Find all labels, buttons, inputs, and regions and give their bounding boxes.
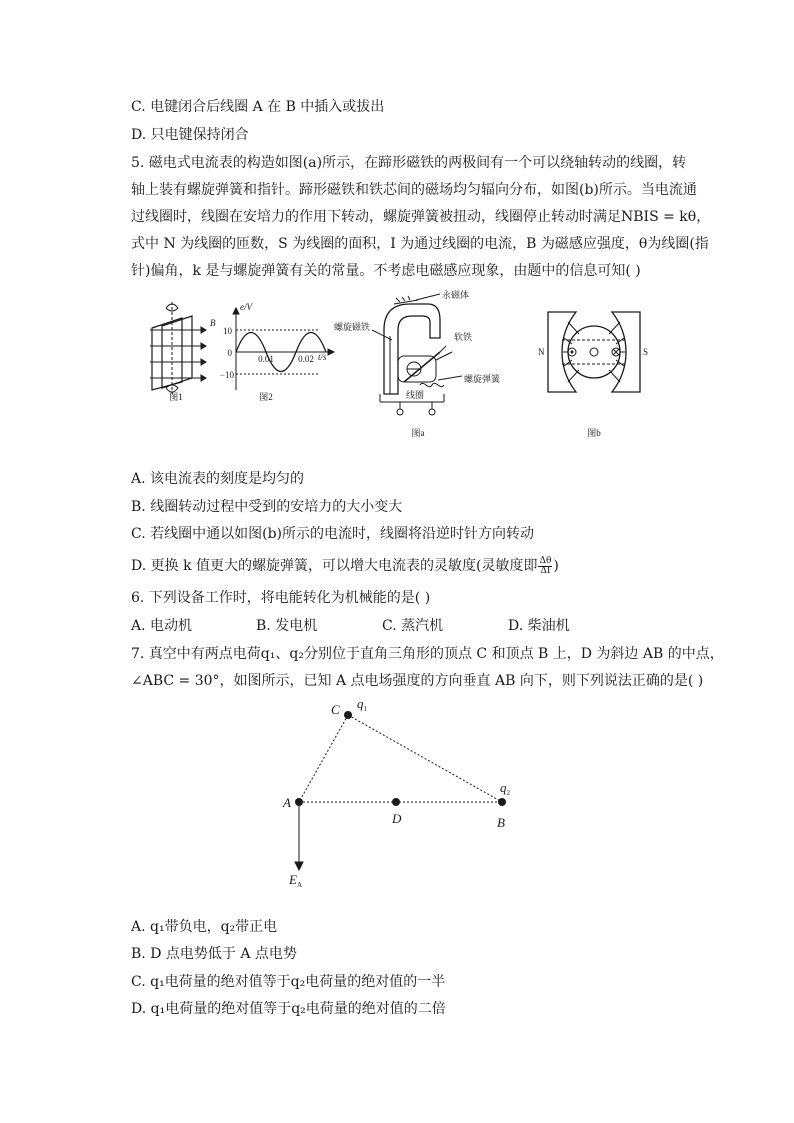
q5-option-d bbox=[131, 556, 559, 576]
EA-label bbox=[288, 872, 302, 889]
figa-permanent-magnet-label: 永磁体 bbox=[442, 290, 470, 300]
sensitivity-fraction bbox=[538, 557, 552, 576]
q7-option-a: A. q₁带负电，q₂带正电 bbox=[131, 919, 278, 935]
q5-option-c: C. 若线圈中通以如图(b)所示的电流时，线圈将沿逆时针方向转动 bbox=[131, 526, 534, 542]
q4-option-d: D. 只电键保持闭合 bbox=[131, 127, 249, 143]
figa-caption: 图a bbox=[411, 428, 425, 438]
fig1-B-label: B bbox=[210, 318, 216, 328]
q5-stem-line-4: 式中 N 为线圈的匝数，S 为线圈的面积，I 为通过线圈的电流，B 为磁感应强度，θ为线圈(指 bbox=[131, 236, 709, 252]
figb-radial-field bbox=[548, 312, 640, 392]
q2-subscript: 2 bbox=[506, 789, 510, 797]
EA-subscript: A bbox=[296, 881, 303, 889]
fig2-caption: 图2 bbox=[259, 392, 273, 402]
q6-option-a: A. 电动机 bbox=[131, 618, 193, 634]
figa-spiral-spring-label: 螺旋弹簧 bbox=[464, 374, 501, 384]
q4-option-c: C. 电键闭合后线圈 A 在 B 中插入或拔出 bbox=[131, 99, 385, 115]
q7-option-d: D. q₁电荷量的绝对值等于q₂电荷量的绝对值的二倍 bbox=[131, 1001, 446, 1017]
fraction-denominator: ΔI bbox=[540, 565, 551, 576]
q1-letter: q bbox=[357, 700, 364, 711]
fig2-y-bottom-tick: −10 bbox=[219, 370, 234, 380]
figa-soft-iron-label: 软铁 bbox=[454, 332, 473, 342]
figa-coil-label: 线圈 bbox=[406, 390, 425, 400]
EA-letter: E bbox=[289, 872, 297, 887]
figb-S-label: S bbox=[643, 347, 649, 357]
q6-option-d: D. 柴油机 bbox=[508, 618, 570, 634]
fig1-caption: 图1 bbox=[169, 392, 183, 402]
q5-figure bbox=[0, 290, 794, 450]
q6-option-c: C. 蒸汽机 bbox=[382, 618, 444, 634]
q7-triangle-figure bbox=[0, 700, 794, 900]
q7-option-c: C. q₁电荷量的绝对值等于q₂电荷量的绝对值的一半 bbox=[131, 974, 446, 990]
q1-label bbox=[357, 700, 368, 713]
q1-subscript: 1 bbox=[363, 705, 367, 713]
q7-option-b: B. D 点电势低于 A 点电势 bbox=[131, 946, 297, 962]
q5-option-d-close: ) bbox=[553, 558, 559, 574]
q5-option-a: A. 该电流表的刻度是均匀的 bbox=[131, 471, 305, 487]
q5-stem-line-3: 过线圈时，线圈在安培力的作用下转动，螺旋弹簧被扭动，线圈停止转动时满足NBIS = kθ， bbox=[131, 209, 711, 225]
point-B-label: B bbox=[497, 815, 505, 830]
fig2-y-top-tick: 10 bbox=[223, 326, 232, 336]
fig2-e-axis-label: e/V bbox=[240, 302, 252, 312]
point-A-label: A bbox=[283, 795, 291, 810]
q2-letter: q bbox=[500, 780, 507, 795]
figb-N-label: N bbox=[538, 347, 545, 357]
figa-spiral-iron-label: 螺旋磁铁 bbox=[334, 322, 371, 332]
q5-stem-line-2: 轴上装有螺旋弹簧和指针。蹄形磁铁和铁芯间的磁场均匀辐向分布，如图(b)所示。当电流通 bbox=[131, 182, 697, 198]
point-C-label: C bbox=[331, 702, 340, 717]
fraction-numerator: Δθ bbox=[539, 555, 552, 566]
q6-option-b: B. 发电机 bbox=[256, 618, 318, 634]
q5-option-b: B. 线圈转动过程中受到的安培力的大小变大 bbox=[131, 499, 403, 515]
q5-option-d-text: D. 更换 k 值更大的螺旋弹簧，可以增大电流表的灵敏度(灵敏度即 bbox=[131, 558, 538, 574]
q2-label bbox=[500, 780, 511, 797]
fig2-origin: 0 bbox=[227, 348, 232, 358]
q5-stem-line-5: 针)偏角，k 是与螺旋弹簧有关的常量。不考虑电磁感应现象，由题中的信息可知( ) bbox=[131, 263, 641, 279]
fig2-x1-tick: 0.01 bbox=[258, 354, 274, 364]
fig1-coil-diagram bbox=[150, 302, 206, 394]
q7-stem-line-2: ∠ABC = 30°，如图所示，已知 A 点电场强度的方向垂直 AB 向下，则下列说法正确的是( ) bbox=[131, 673, 704, 689]
fig2-x2-tick: 0.02 bbox=[298, 354, 314, 364]
fig2-t-axis-label: t/s bbox=[318, 352, 327, 362]
fig2-sine-graph bbox=[233, 308, 334, 390]
point-D-label: D bbox=[392, 811, 402, 826]
q5-stem-line-1: 5. 磁电式电流表的构造如图(a)所示，在蹄形磁铁的两极间有一个可以绕轴转动的线圈，转 bbox=[131, 155, 687, 171]
figb-caption: 图b bbox=[587, 428, 601, 438]
q6-stem: 6. 下列设备工作时，将电能转化为机械能的是( ) bbox=[131, 590, 431, 606]
q7-stem-line-1: 7. 真空中有两点电荷q₁、q₂分别位于直角三角形的顶点 C 和顶点 B 上，D 为斜边 AB 的中点， bbox=[131, 646, 724, 662]
